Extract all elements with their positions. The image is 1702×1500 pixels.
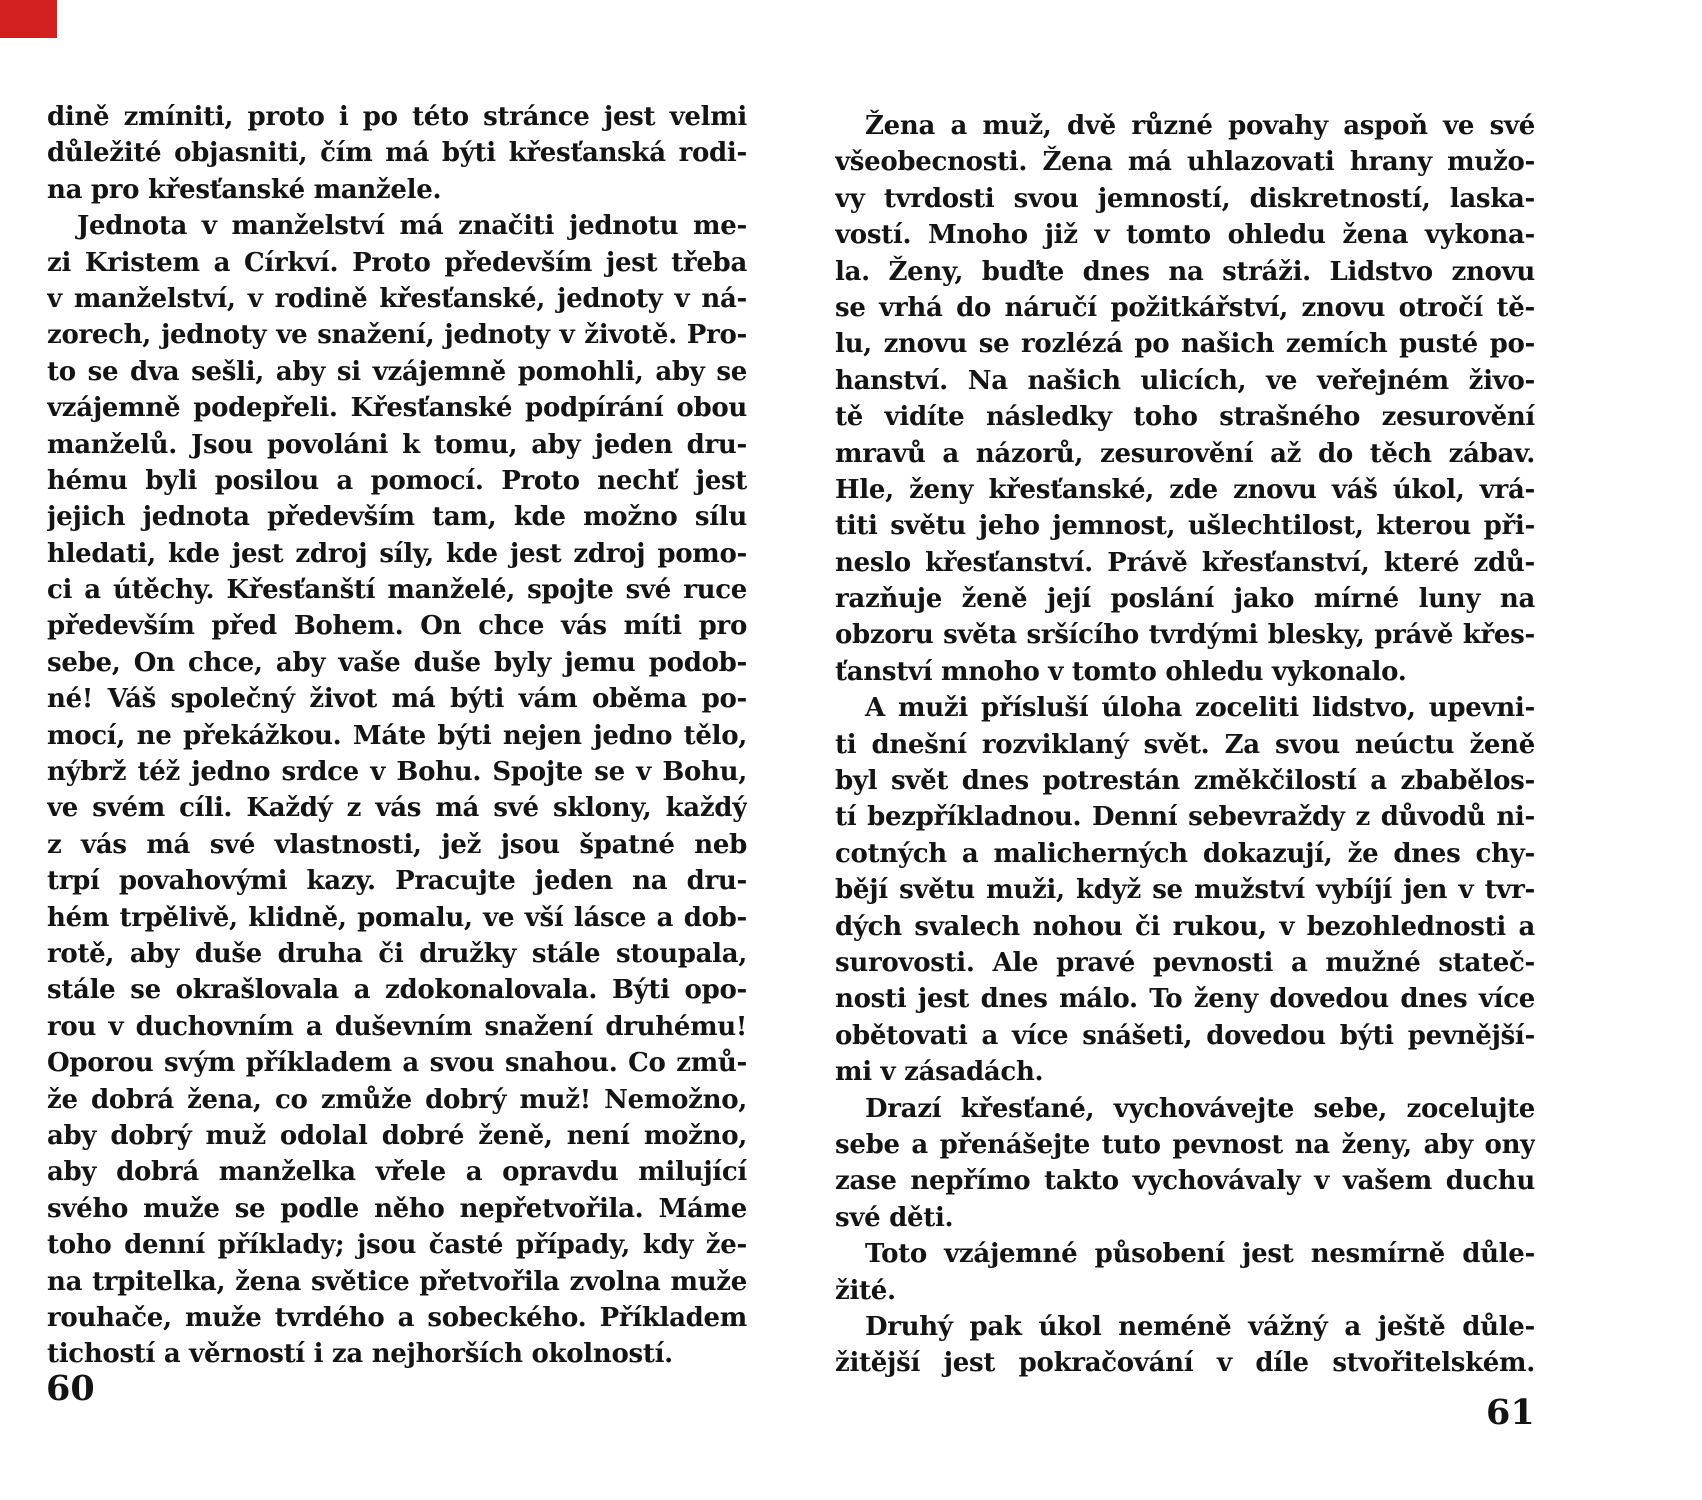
text-line: manželů. Jsou povoláni k tomu, aby jeden dru- (47, 429, 747, 460)
text-line: žitější jest pokračování v díle stvořitelském. (835, 1348, 1535, 1379)
text-line: mocí, ne překážkou. Máte býti nejen jedno tělo, (47, 720, 747, 751)
text-line: vy tvrdosti svou jemností, diskretností, laska- (835, 183, 1535, 214)
text-line: zase nepřímo takto vychovávaly v vašem duchu (835, 1166, 1535, 1197)
text-line: hém trpělivě, klidně, pomalu, ve vší lásce a dob- (47, 902, 747, 933)
text-line: hanství. Na našich ulicích, ve veřejném živo- (835, 365, 1535, 396)
page-number-right: 61 (1486, 1392, 1535, 1433)
text-line: bějí světu muži, když se mužství vybíjí jen v tvr- (835, 875, 1535, 906)
text-line: titi světu jeho jemnost, ušlechtilost, kterou při- (835, 511, 1535, 542)
text-line: Oporou svým příkladem a svou snahou. Co zmů- (47, 1048, 747, 1079)
text-line: obzoru světa sršícího tvrdými blesky, právě křes- (835, 620, 1535, 651)
text-line: surovosti. Ale pravé pevnosti a mužné stateč- (835, 947, 1535, 978)
text-line: vzájemně podepřeli. Křesťanské podpírání obou (47, 393, 747, 424)
text-line: že dobrá žena, co zmůže dobrý muž! Nemožno, (47, 1084, 747, 1115)
text-line: la. Ženy, buďte dnes na stráži. Lidstvo znovu (835, 256, 1535, 287)
text-line: mi v zásadách. (835, 1057, 1044, 1088)
text-line: ti dnešní rozviklaný svět. Za svou neúctu ženě (835, 729, 1535, 760)
text-line: razňuje ženě její poslání jako mírné luny na (835, 584, 1535, 615)
text-line: zi Kristem a Církví. Proto především jest třeba (47, 247, 747, 278)
text-line: obětovati a více snášeti, dovedou býti pevnější- (835, 1020, 1535, 1051)
text-line: ťanství mnoho v tomto ohledu vykonalo. (835, 656, 1407, 687)
text-line: na pro křesťanské manžele. (47, 174, 442, 205)
text-line: Drazí křesťané, vychovávejte sebe, zocelujte (865, 1093, 1535, 1124)
text-line: sebe a přenášejte tuto pevnost na ženy, aby ony (835, 1129, 1535, 1160)
text-line: byl svět dnes potrestán změkčilostí a zbabělos- (835, 766, 1535, 797)
text-line: aby dobrý muž odolal dobré ženě, není možno, (47, 1120, 747, 1151)
text-line: cotných a malicherných dokazují, že dnes chy- (835, 838, 1535, 869)
text-line: na trpitelka, žena světice přetvořila zvolna muže (47, 1266, 747, 1297)
text-line: všeobecnosti. Žena má uhlazovati hrany mužo- (835, 147, 1535, 178)
text-line: především před Bohem. On chce vás míti pro (47, 611, 747, 642)
text-line: tě vidíte následky toho strašného zesurovění (835, 402, 1535, 433)
text-line: A muži přísluší úloha zoceliti lidstvo, upevni- (865, 693, 1535, 724)
text-line: z vás má své vlastnosti, jež jsou špatné neb (47, 829, 747, 860)
text-line: v manželství, v rodině křesťanské, jednoty v ná- (47, 283, 747, 314)
text-line: zorech, jednoty ve snažení, jednoty v životě. Pro- (47, 320, 747, 351)
text-line: Jednota v manželství má značiti jednotu me- (77, 211, 747, 242)
text-line: jejich jednota především tam, kde možno sílu (47, 502, 747, 533)
text-line: tichostí a věrností i za nejhorších okolností. (47, 1339, 673, 1370)
text-line: rouhače, muže tvrdého a sobeckého. Příkladem (47, 1302, 747, 1333)
text-line: nosti jest dnes málo. To ženy dovedou dnes více (835, 984, 1535, 1015)
page-right-text-column (835, 108, 1535, 1382)
text-line: mravů a názorů, zesurovění až do těch zábav. (835, 438, 1535, 469)
text-line: dině zmíniti, proto i po této stránce jest velmi (47, 102, 747, 132)
text-line: žité. (835, 1275, 896, 1306)
text-line: Hle, ženy křesťanské, zde znovu váš úkol, vrá- (835, 474, 1535, 505)
text-line: hému byli posilou a pomocí. Proto nechť jest (47, 465, 747, 496)
text-line: aby dobrá manželka vřele a opravdu milující (47, 1157, 747, 1188)
text-line: né! Váš společný život má býti vám oběma po- (47, 684, 747, 715)
text-line: rotě, aby duše druha či družky stále stoupala, (47, 938, 747, 969)
text-line: ci a útěchy. Křesťanští manželé, spojte své ruce (47, 575, 747, 606)
text-line: ve svém cíli. Každý z vás má své sklony, každý (47, 793, 747, 824)
text-line: rou v duchovním a duševním snažení druhému! (47, 1011, 747, 1042)
text-line: lu, znovu se rozlézá po našich zemích pusté po- (835, 329, 1535, 360)
text-line: Druhý pak úkol neméně vážný a ještě důle- (865, 1311, 1535, 1342)
text-line: se vrhá do náručí požitkářství, znovu otročí tě- (835, 292, 1535, 323)
text-line: vostí. Mnoho již v tomto ohledu žena vykona- (835, 220, 1535, 251)
text-line: nýbrž též jedno srdce v Bohu. Spojte se v Bohu, (47, 757, 747, 788)
text-line: tí bezpříkladnou. Denní sebevraždy z důvodů ni- (835, 802, 1535, 833)
text-line: hledati, kde jest zdroj síly, kde jest zdroj pomo- (47, 538, 747, 569)
text-line: neslo křesťanství. Právě křesťanství, které zdů- (835, 547, 1535, 578)
text-line: sebe, On chce, aby vaše duše byly jemu podob- (47, 647, 747, 678)
red-corner-mark (0, 0, 57, 38)
text-line: důležité objasniti, čím má býti křesťanská rodi- (47, 138, 747, 169)
text-line: to se dva sešli, aby si vzájemně pomohli, aby se (47, 356, 747, 387)
text-line: stále se okrašlovala a zdokonalovala. Býti opo- (47, 975, 747, 1006)
text-line: trpí povahovými kazy. Pracujte jeden na dru- (47, 866, 747, 897)
page-number-left: 60 (46, 1368, 95, 1409)
page-left-text-column (47, 99, 747, 1373)
text-line: Žena a muž, dvě různé povahy aspoň ve své (865, 111, 1535, 141)
text-line: dých svalech nohou či rukou, v bezohlednosti a (835, 911, 1535, 942)
text-line: svého muže se podle něho nepřetvořila. Máme (47, 1193, 747, 1224)
text-line: své děti. (835, 1202, 954, 1233)
text-line: toho denní příklady; jsou časté případy, kdy že- (47, 1230, 747, 1261)
text-line: Toto vzájemné působení jest nesmírně důle- (865, 1239, 1535, 1270)
